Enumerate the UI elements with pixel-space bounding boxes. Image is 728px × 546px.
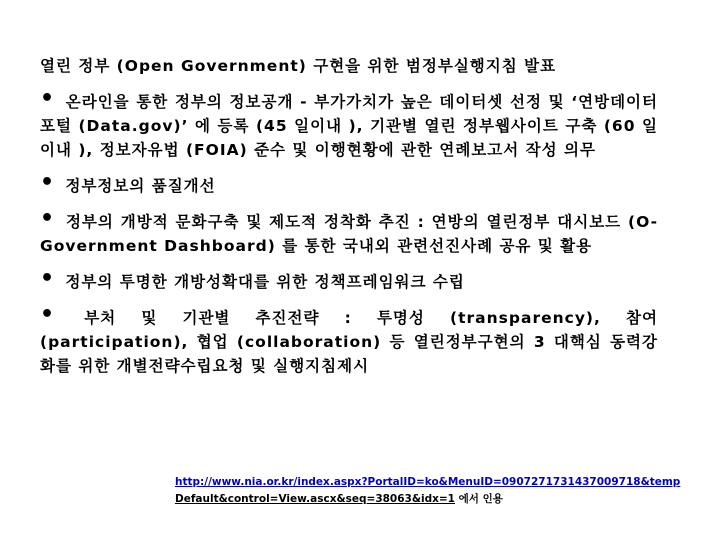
- source-link-continued[interactable]: Default&control=View.ascx&seq=38063&idx=1: [175, 493, 455, 505]
- source-line-1: [175, 474, 728, 491]
- bullet-dot-icon: •: [40, 206, 56, 231]
- source-link[interactable]: http://www.nia.or.kr/index.aspx?PortalID=ko&MenuID=0907271731437009718&temp: [175, 476, 681, 488]
- bullet-dot-icon: •: [40, 170, 56, 195]
- source-citation: [175, 474, 728, 508]
- bullet-item-5: [40, 302, 659, 378]
- bullet-dot-icon: •: [40, 266, 56, 291]
- source-line-2: [175, 491, 728, 508]
- bullet-dot-icon: •: [40, 302, 56, 327]
- bullet-item-3: [40, 206, 658, 258]
- source-suffix: 에서 인용: [455, 493, 503, 505]
- slide-body: [40, 54, 658, 378]
- bullet-text-5: 부처 및 기관별 추진전략 : 투명성 (transparency), 참여 (participation), 협업 (collaboration) 등 열린정부구현의 3 대핵심 동력강화를 위한 개별전략수립요청 및 실행지침제시: [40, 309, 659, 375]
- intro-paragraph: [40, 54, 658, 78]
- bullet-item-2: [40, 170, 658, 198]
- bullet-text-4: 정부의 투명한 개방성확대를 위한 정책프레임워크 수립: [65, 273, 465, 291]
- bullet-dot-icon: •: [40, 86, 56, 111]
- intro-text: 열린 정부 (Open Government) 구현을 위한 범정부실행지침 발표: [40, 57, 557, 75]
- bullet-text-3: 정부의 개방적 문화구축 및 제도적 정착화 추진 : 연방의 열린정부 대시보드 (O-Government Dashboard) 를 통한 국내외 관련선진사례 공유 및 활용: [40, 213, 658, 255]
- bullet-item-4: [40, 266, 658, 294]
- bullet-text-2: 정부정보의 품질개선: [65, 177, 216, 195]
- bullet-item-1: [40, 86, 658, 162]
- bullet-text-1: 온라인을 통한 정부의 정보공개 - 부가가치가 높은 데이터셋 선정 및 ‘연방데이터포털 (Data.gov)’ 에 등록 (45 일이내 ), 기관별 열린 정부웹사이트 구축 (60 일이내 ), 정보자유법 (FOIA) 준수 및 이행현황에 관한 연례보고서 작성 의무: [40, 93, 658, 159]
